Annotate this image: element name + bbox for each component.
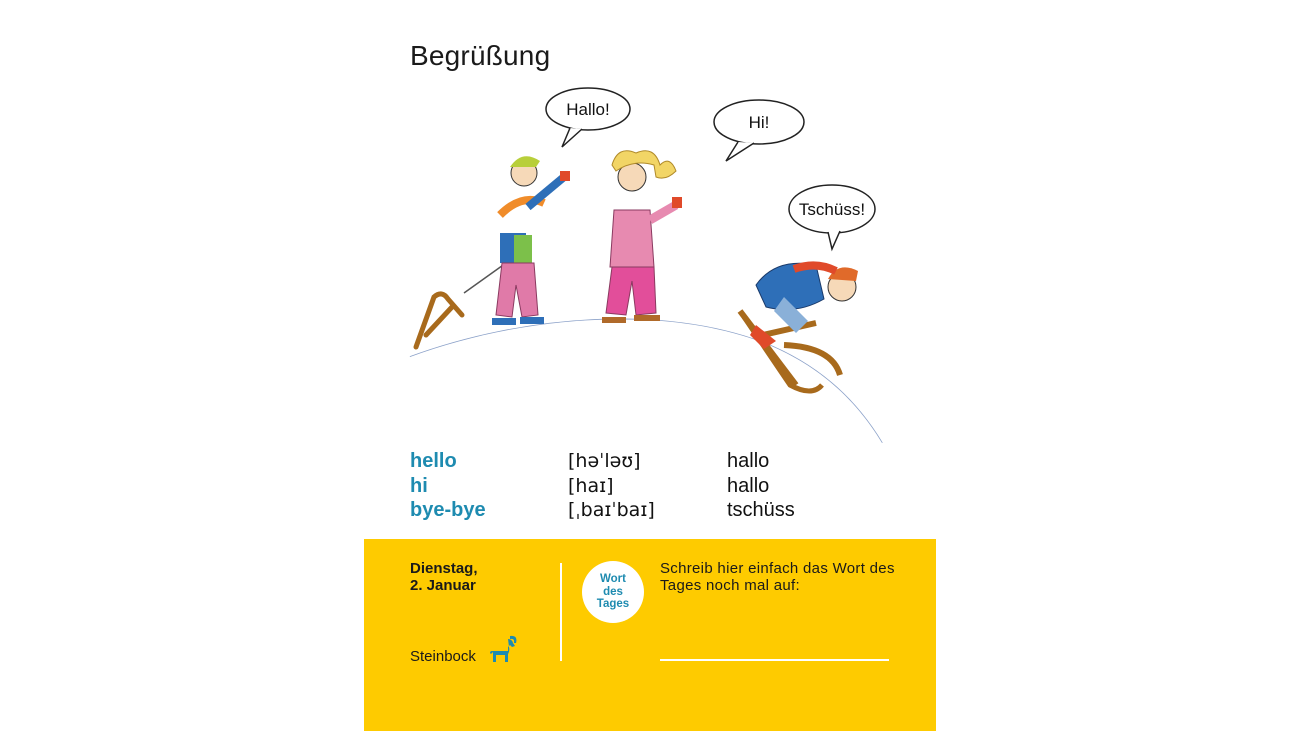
vocab-row bbox=[410, 450, 910, 475]
vocab-pronunciation: [ˌbaɪˈbaɪ] bbox=[568, 499, 655, 521]
vocab-row bbox=[410, 499, 910, 524]
instruction-text: Schreib hier einfach das Wort des Tages noch mal auf: bbox=[660, 560, 895, 594]
bubble-hallo-text: Hallo! bbox=[566, 100, 610, 119]
kid-middle bbox=[602, 151, 682, 323]
vocab-row bbox=[410, 475, 910, 500]
vocabulary-list bbox=[410, 450, 910, 524]
left-sled bbox=[416, 294, 462, 347]
zodiac-label: Steinbock bbox=[410, 648, 476, 665]
vocab-german: hallo bbox=[727, 474, 770, 497]
date-weekday: Dienstag, bbox=[410, 560, 478, 577]
sledding-kids-illustration bbox=[404, 85, 904, 450]
vocab-english: bye-bye bbox=[410, 499, 486, 521]
vocab-german: tschüss bbox=[727, 499, 795, 521]
write-in-line[interactable] bbox=[660, 659, 889, 661]
word-of-the-day-badge bbox=[582, 561, 644, 623]
footer-divider bbox=[560, 563, 562, 661]
bubble-hi-text: Hi! bbox=[748, 113, 770, 132]
calendar-page bbox=[364, 0, 936, 731]
badge-text: Wort des Tages bbox=[596, 573, 630, 611]
page-title: Begrüßung bbox=[410, 40, 551, 71]
kid-left bbox=[464, 156, 570, 325]
bubble-tschuess-text: Tschüss! bbox=[798, 200, 866, 219]
footer-panel bbox=[364, 539, 936, 731]
vocab-english: hi bbox=[410, 474, 428, 497]
vocab-pronunciation: [haɪ] bbox=[568, 474, 614, 497]
date-day: 2. Januar bbox=[410, 577, 476, 594]
date-label bbox=[410, 560, 478, 594]
capricorn-goat-icon bbox=[488, 633, 520, 665]
vocab-english: hello bbox=[410, 450, 457, 472]
vocab-pronunciation: [həˈləʊ] bbox=[568, 450, 641, 472]
vocab-german: hallo bbox=[727, 450, 770, 472]
